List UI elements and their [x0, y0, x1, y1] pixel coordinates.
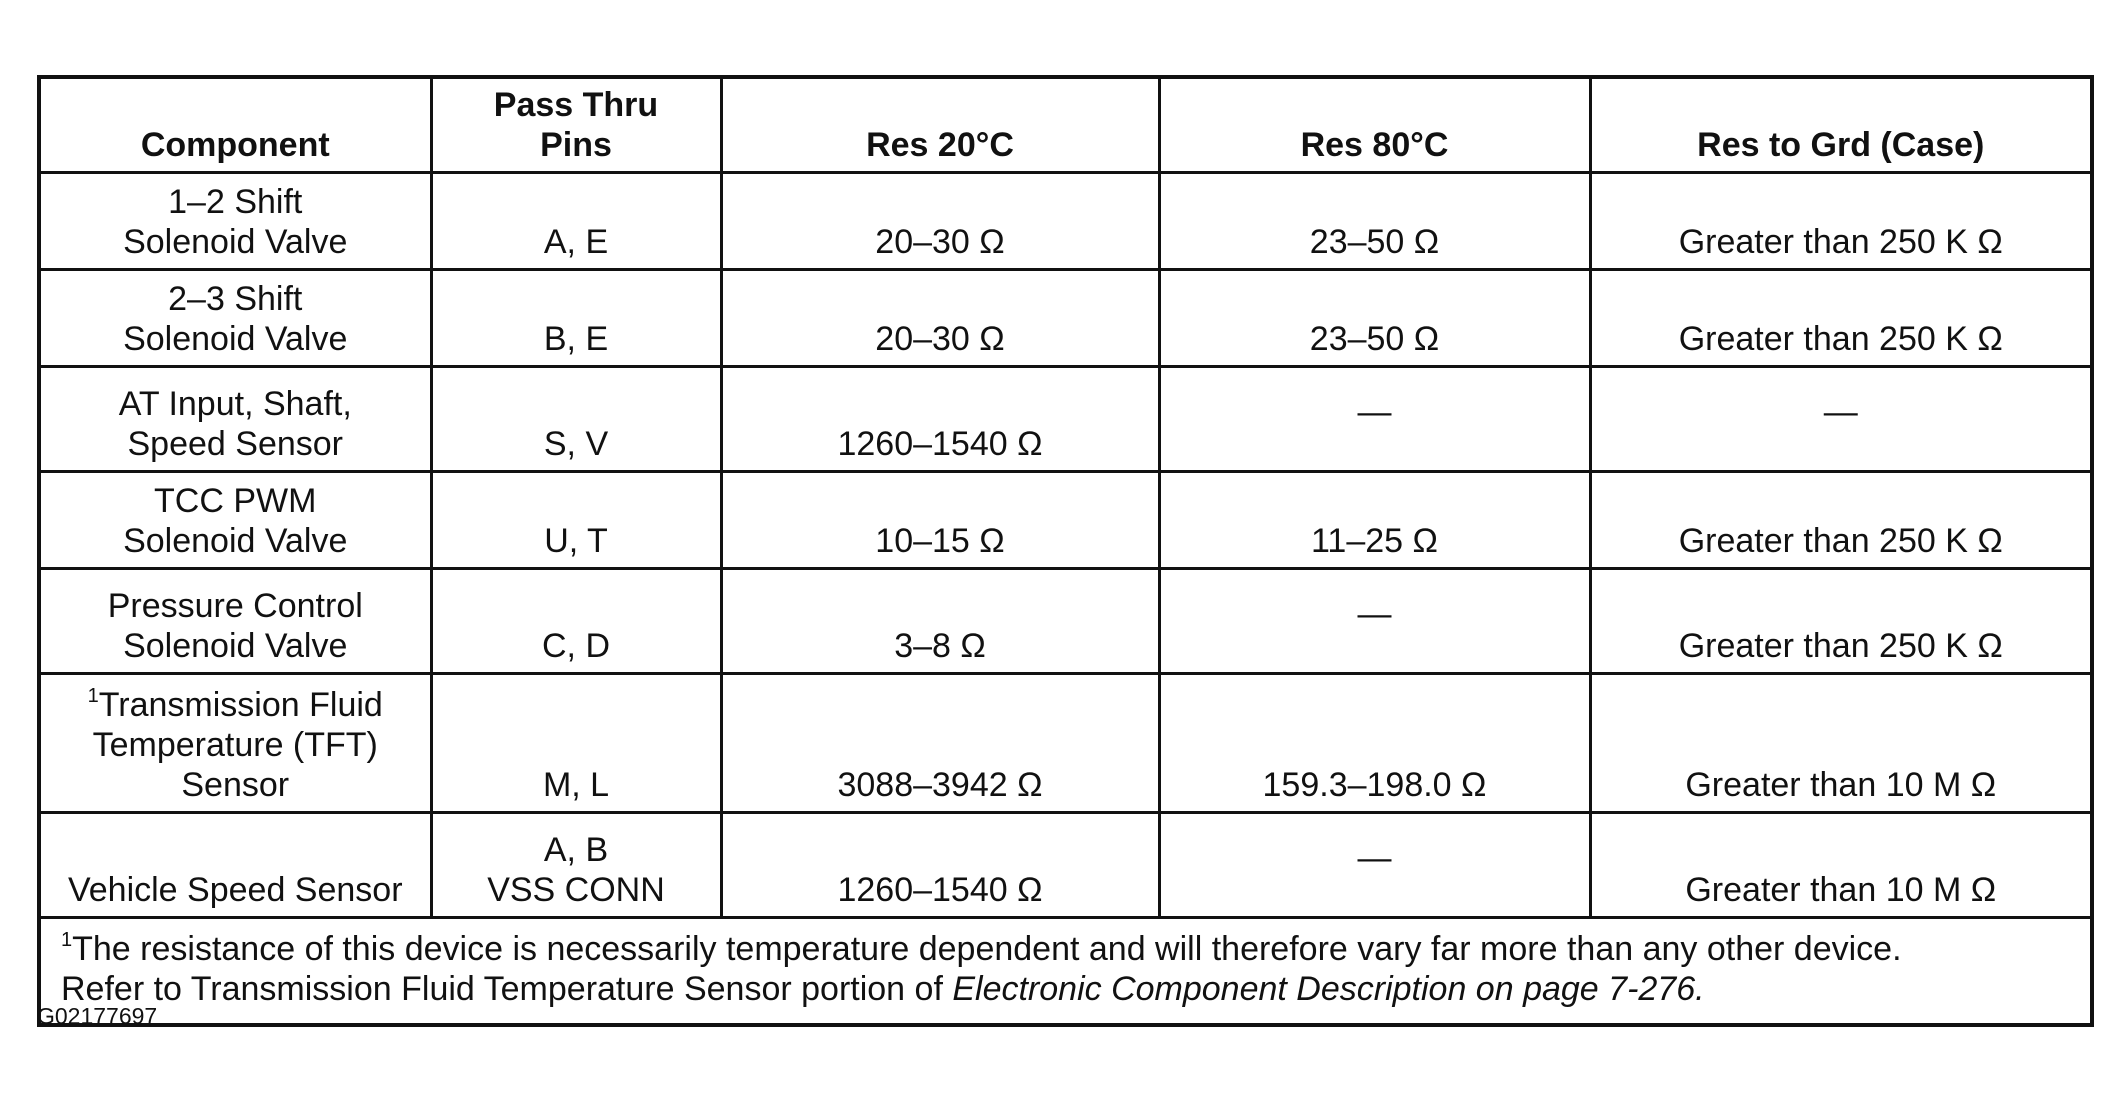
component-cell: TCC PWM Solenoid Valve — [39, 472, 431, 569]
header-res-80c: Res 80°C — [1159, 77, 1590, 173]
table-row — [39, 173, 2092, 270]
res-ground-cell: Greater than 10 M Ω — [1590, 674, 2092, 813]
footnote-cell — [39, 918, 2092, 1026]
res-20c-cell: 3–8 Ω — [721, 569, 1159, 674]
pins-cell: M, L — [431, 674, 721, 813]
table-row — [39, 367, 2092, 472]
component-cell: 2–3 Shift Solenoid Valve — [39, 270, 431, 367]
table-row — [39, 569, 2092, 674]
footnote-row — [39, 918, 2092, 1026]
resistance-spec-table — [37, 75, 2094, 1027]
res-20c-cell: 10–15 Ω — [721, 472, 1159, 569]
component-cell — [39, 674, 431, 813]
component-cell: AT Input, Shaft, Speed Sensor — [39, 367, 431, 472]
table-row — [39, 472, 2092, 569]
res-20c-cell: 1260–1540 Ω — [721, 367, 1159, 472]
res-80c-cell: — — [1159, 569, 1590, 674]
footnote-reference-link: Electronic Component Description on page 7-276. — [952, 970, 1705, 1008]
table-row — [39, 813, 2092, 918]
res-20c-cell: 1260–1540 Ω — [721, 813, 1159, 918]
res-ground-cell: Greater than 250 K Ω — [1590, 569, 2092, 674]
header-res-to-ground: Res to Grd (Case) — [1590, 77, 2092, 173]
pins-cell: C, D — [431, 569, 721, 674]
table-header-row — [39, 77, 2092, 173]
res-80c-cell: 23–50 Ω — [1159, 173, 1590, 270]
footnote-marker: 1 — [87, 685, 99, 707]
pins-cell: U, T — [431, 472, 721, 569]
component-cell: 1–2 Shift Solenoid Valve — [39, 173, 431, 270]
res-80c-cell: 23–50 Ω — [1159, 270, 1590, 367]
header-pass-thru-pins: Pass Thru Pins — [431, 77, 721, 173]
pins-cell: S, V — [431, 367, 721, 472]
res-80c-cell: 159.3–198.0 Ω — [1159, 674, 1590, 813]
res-20c-cell: 20–30 Ω — [721, 173, 1159, 270]
footnote-text: The resistance of this device is necessarily temperature dependent and will therefore vary far more than any other device. — [72, 930, 1902, 968]
res-80c-cell: 11–25 Ω — [1159, 472, 1590, 569]
footnote-marker: 1 — [61, 929, 73, 951]
component-cell: Vehicle Speed Sensor — [39, 813, 431, 918]
pins-cell: A, E — [431, 173, 721, 270]
header-res-20c: Res 20°C — [721, 77, 1159, 173]
component-cell: Pressure Control Solenoid Valve — [39, 569, 431, 674]
res-ground-cell: Greater than 250 K Ω — [1590, 472, 2092, 569]
res-80c-cell: — — [1159, 367, 1590, 472]
footnote-reference-text: Refer to Transmission Fluid Temperature Sensor portion of — [61, 970, 953, 1008]
res-ground-cell: — — [1590, 367, 2092, 472]
table-row — [39, 270, 2092, 367]
footnote-line-2 — [61, 969, 2070, 1009]
figure-id-label: G02177697 — [37, 1003, 158, 1029]
res-ground-cell: Greater than 10 M Ω — [1590, 813, 2092, 918]
footnote-line-1 — [61, 929, 2070, 969]
header-component: Component — [39, 77, 431, 173]
component-label: Transmission Fluid Temperature (TFT) Sensor — [92, 686, 383, 804]
pins-cell: A, B VSS CONN — [431, 813, 721, 918]
res-20c-cell: 20–30 Ω — [721, 270, 1159, 367]
res-20c-cell: 3088–3942 Ω — [721, 674, 1159, 813]
table-row — [39, 674, 2092, 813]
res-80c-cell: — — [1159, 813, 1590, 918]
res-ground-cell: Greater than 250 K Ω — [1590, 173, 2092, 270]
res-ground-cell: Greater than 250 K Ω — [1590, 270, 2092, 367]
pins-cell: B, E — [431, 270, 721, 367]
